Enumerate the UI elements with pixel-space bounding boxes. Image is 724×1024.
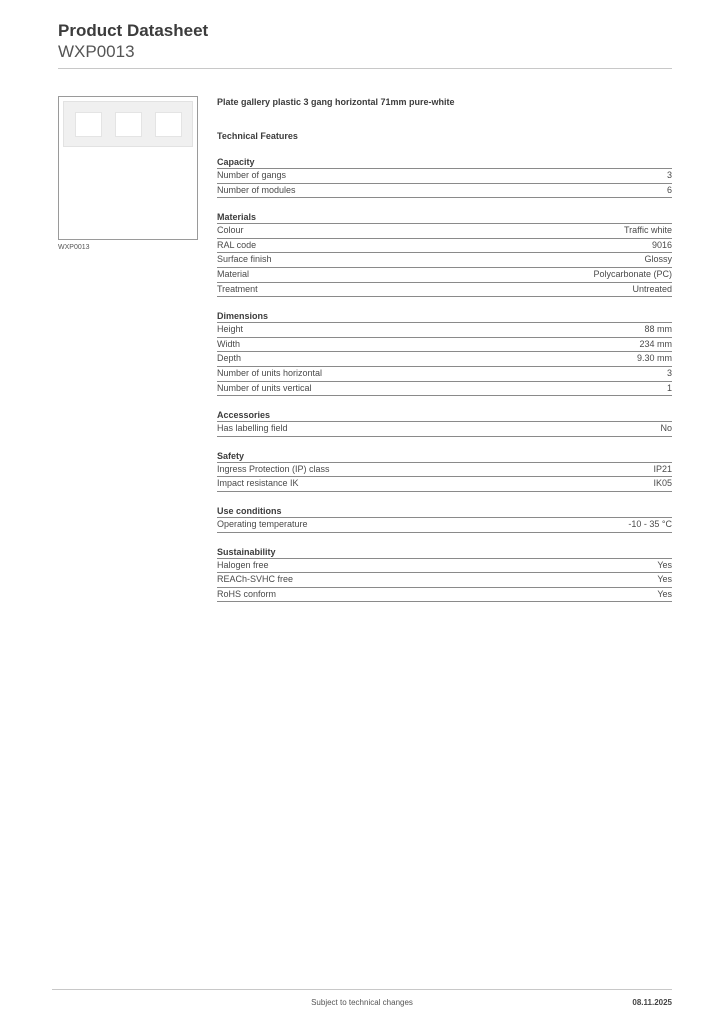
specification-panel — [217, 96, 672, 602]
spec-row — [217, 573, 672, 588]
spec-value: 9.30 mm — [636, 353, 672, 364]
spec-label: Ingress Protection (IP) class — [217, 463, 330, 474]
plate-opening — [75, 112, 102, 137]
spec-value: Yes — [657, 574, 672, 585]
spec-value: Traffic white — [623, 225, 672, 236]
spec-row — [217, 253, 672, 268]
spec-value: No — [660, 423, 672, 434]
spec-value: IK05 — [653, 478, 672, 489]
spec-section-title: Use conditions — [217, 505, 672, 518]
product-name: Plate gallery plastic 3 gang horizontal 71mm pure-white — [217, 97, 455, 107]
spec-row — [217, 477, 672, 492]
header-divider — [58, 68, 672, 69]
spec-row — [217, 422, 672, 437]
spec-section — [217, 211, 672, 297]
spec-label: REACh-SVHC free — [217, 574, 294, 585]
spec-section-title: Materials — [217, 211, 672, 224]
spec-row — [217, 184, 672, 199]
spec-label: Width — [217, 338, 241, 349]
spec-section — [217, 505, 672, 533]
spec-row — [217, 352, 672, 367]
spec-label: Impact resistance IK — [217, 478, 299, 489]
spec-label: Number of units vertical — [217, 382, 312, 393]
spec-value: Yes — [657, 588, 672, 599]
spec-label: Has labelling field — [217, 423, 288, 434]
spec-value: 1 — [666, 382, 672, 393]
spec-section-title: Accessories — [217, 409, 672, 422]
spec-row — [217, 382, 672, 397]
spec-section-title: Safety — [217, 450, 672, 463]
spec-value: 3 — [666, 367, 672, 378]
spec-section-title: Capacity — [217, 156, 672, 169]
spec-row — [217, 588, 672, 603]
spec-section-title: Sustainability — [217, 546, 672, 559]
spec-section — [217, 450, 672, 492]
spec-section — [217, 546, 672, 603]
spec-row — [217, 239, 672, 254]
spec-row — [217, 224, 672, 239]
spec-section-title: Dimensions — [217, 310, 672, 323]
spec-row — [217, 323, 672, 338]
spec-value: Polycarbonate (PC) — [593, 268, 672, 279]
footer-divider — [52, 989, 672, 990]
spec-label: Height — [217, 324, 244, 335]
spec-label: RoHS conform — [217, 588, 277, 599]
spec-value: 3 — [666, 170, 672, 180]
spec-value: Yes — [657, 559, 672, 570]
spec-label: Number of modules — [217, 184, 296, 195]
product-image — [58, 96, 198, 240]
spec-row — [217, 268, 672, 283]
spec-row — [217, 338, 672, 353]
spec-label: Material — [217, 268, 250, 279]
footer-note: Subject to technical changes — [311, 998, 413, 1007]
spec-value: 9016 — [651, 239, 672, 250]
spec-label: Depth — [217, 353, 242, 364]
spec-label: Number of units horizontal — [217, 367, 323, 378]
wall-plate-graphic — [63, 101, 193, 147]
spec-label: Operating temperature — [217, 518, 308, 529]
spec-label: Surface finish — [217, 254, 272, 265]
spec-value: Glossy — [644, 254, 672, 265]
spec-value: 6 — [666, 184, 672, 195]
spec-row — [217, 518, 672, 533]
product-code: WXP0013 — [58, 42, 135, 61]
spec-label: Colour — [217, 225, 244, 236]
spec-value: -10 - 35 °C — [628, 518, 672, 529]
spec-row — [217, 463, 672, 478]
spec-value: IP21 — [653, 463, 672, 474]
spec-label: Treatment — [217, 283, 258, 294]
spec-row — [217, 559, 672, 574]
spec-row — [217, 283, 672, 298]
spec-section — [217, 409, 672, 437]
document-header — [58, 20, 208, 62]
spec-value: Untreated — [632, 283, 672, 294]
spec-sections — [217, 156, 672, 602]
plate-opening — [155, 112, 182, 137]
spec-value: 88 mm — [644, 324, 672, 335]
spec-row — [217, 169, 672, 184]
spec-section — [217, 310, 672, 396]
spec-label: Number of gangs — [217, 170, 287, 180]
footer-date: 08.11.2025 — [632, 998, 672, 1007]
plate-opening — [115, 112, 142, 137]
image-caption: WXP0013 — [58, 244, 90, 251]
spec-section — [217, 156, 672, 198]
document-title: Product Datasheet — [58, 21, 209, 40]
spec-label: RAL code — [217, 239, 257, 250]
spec-label: Halogen free — [217, 559, 269, 570]
spec-value: 234 mm — [639, 338, 672, 349]
spec-row — [217, 367, 672, 382]
technical-features-heading: Technical Features — [217, 131, 298, 141]
